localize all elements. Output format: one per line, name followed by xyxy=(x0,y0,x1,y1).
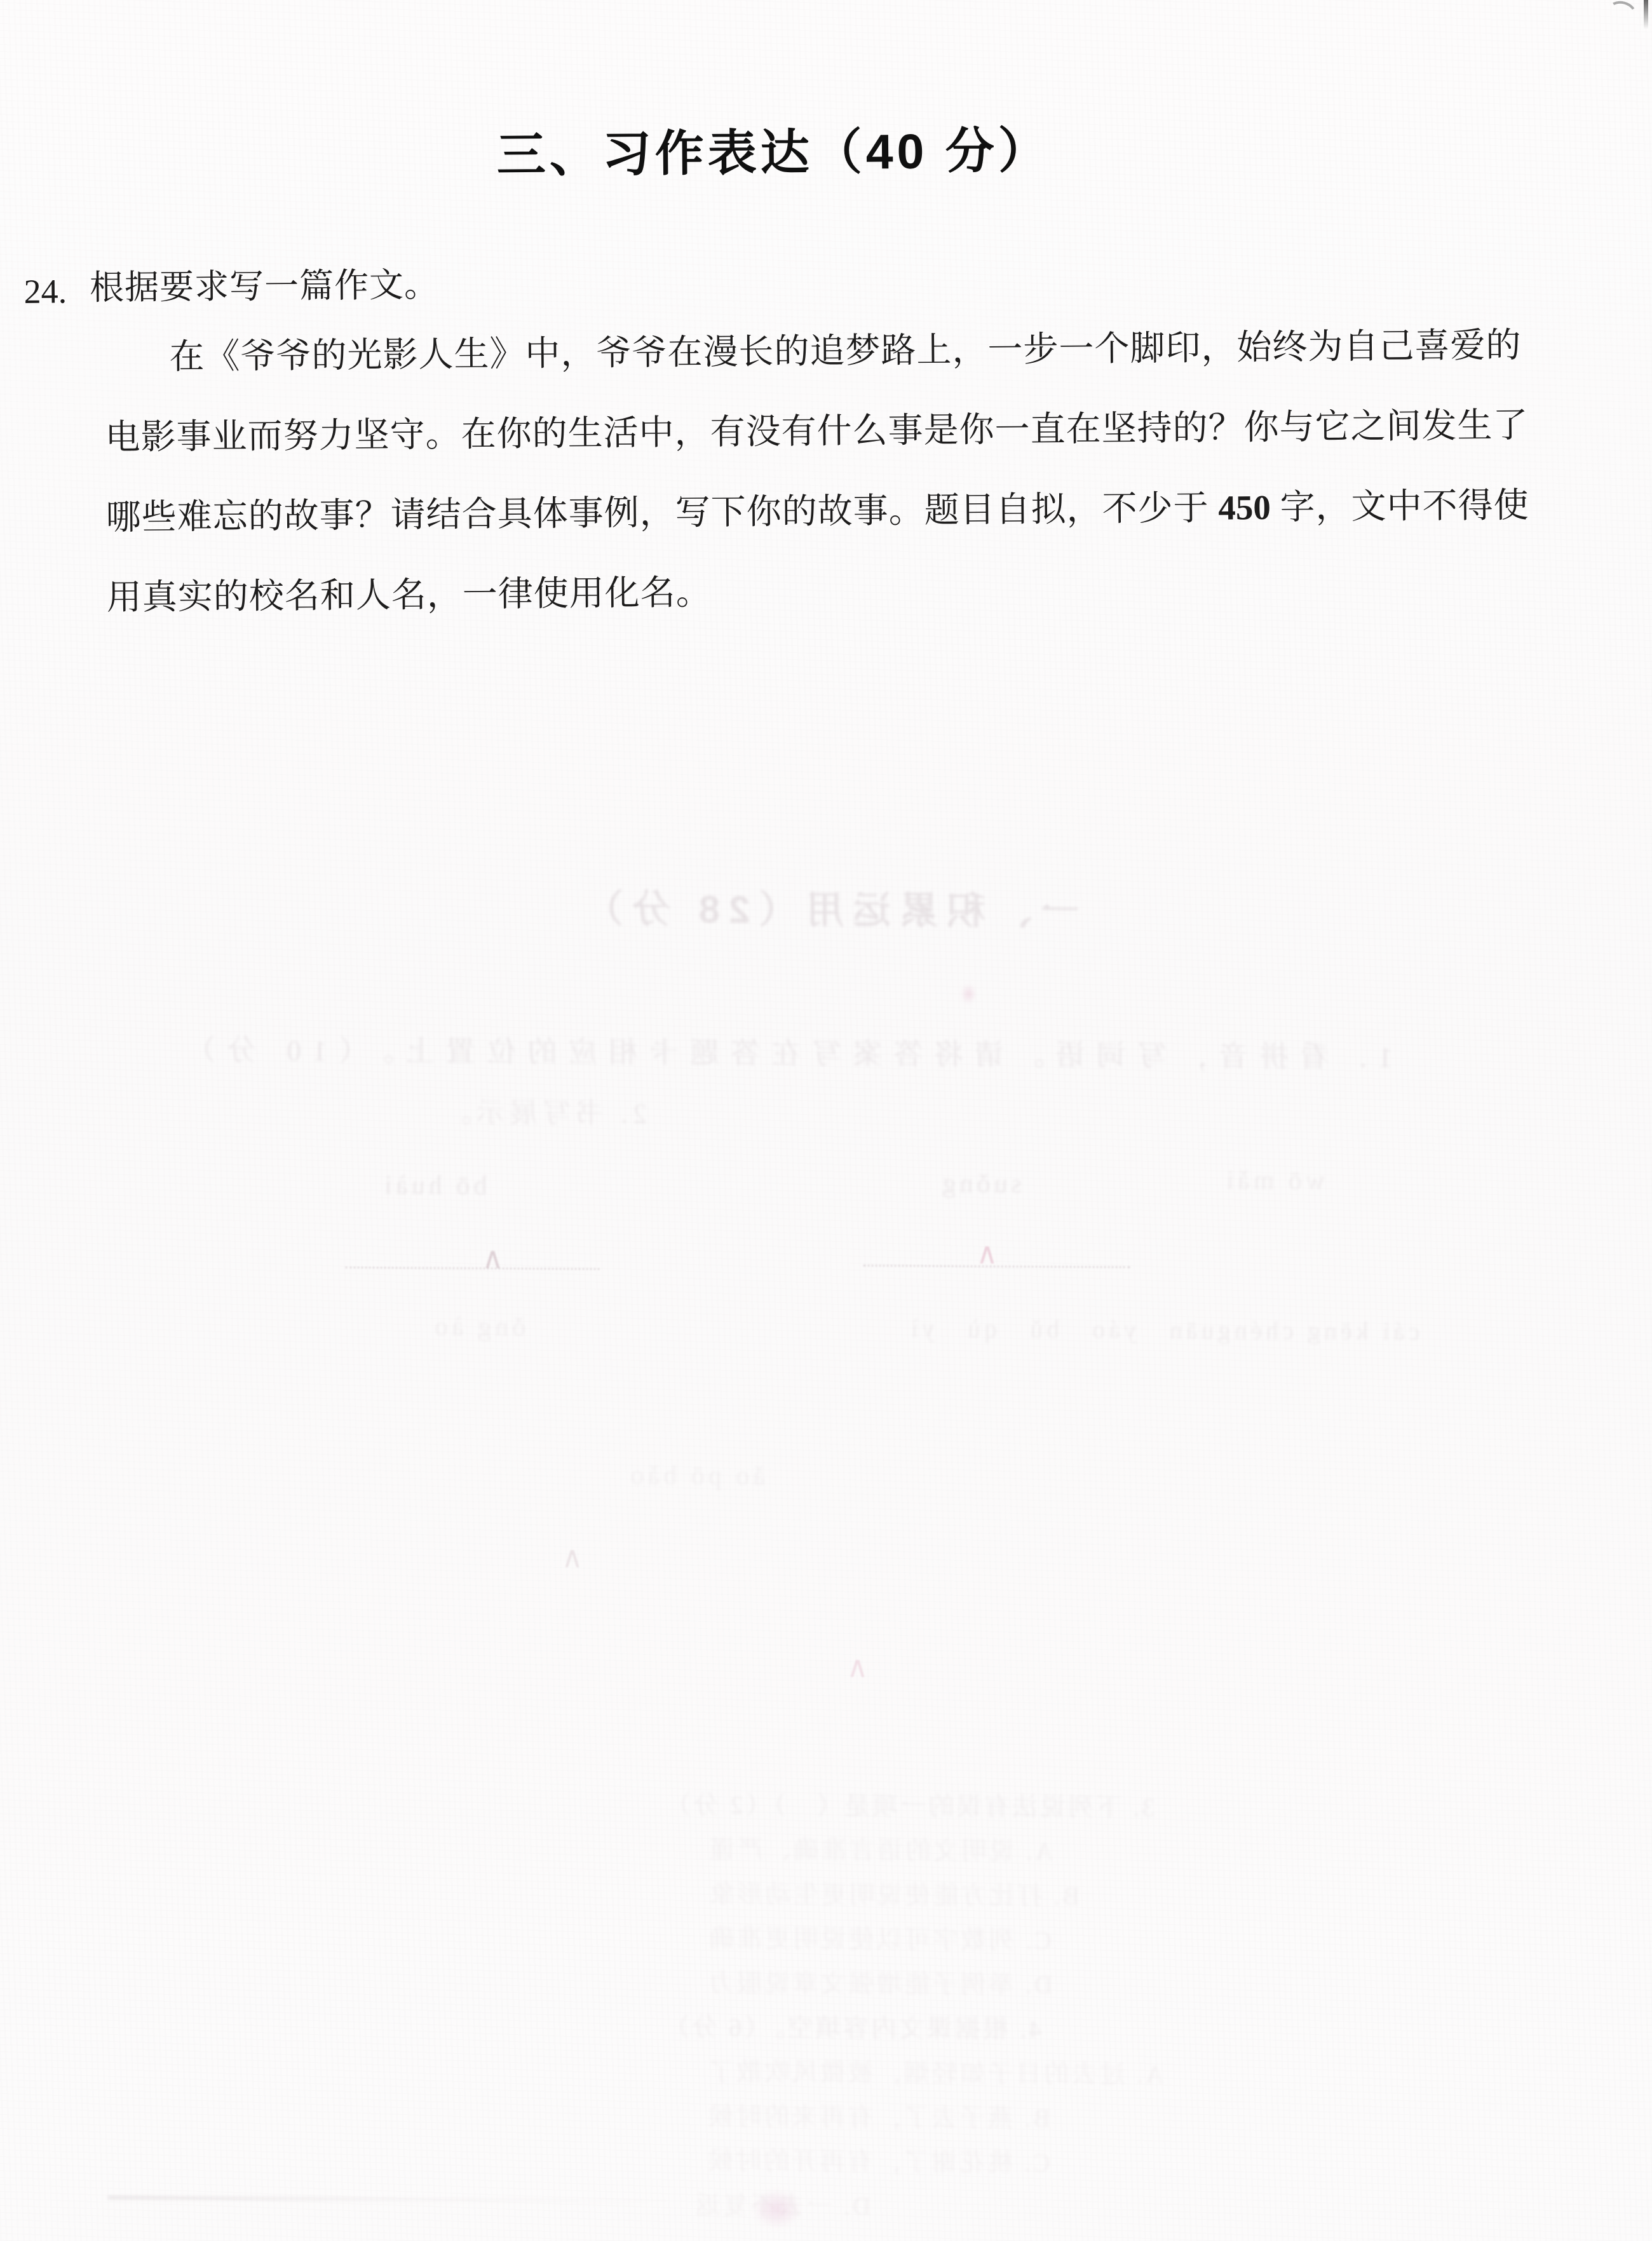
bleed-through-list-line: D. 举例子能增强文章说服力 xyxy=(706,1968,1053,2000)
bleed-through-list-line: A. 过去的日子如轻烟，被微风吹散了 xyxy=(705,2057,1164,2089)
bleed-through-list-line: 4. 根据课文内容填空。（6 分） xyxy=(661,2012,1042,2044)
bleed-through-line: 1. 看拼音，写词语。请将答案写在答题卡相应的位置上。（10 分） xyxy=(175,1033,1393,1074)
bleed-through-list-line: 3. 下列说法有误的一项是（ ）（2 分） xyxy=(663,1790,1155,1822)
bleed-through-pinyin: cái kēng chénguān yáo bǔ qù yì xyxy=(907,1313,1420,1346)
bleed-through-list-line: A. 说明文的语言准确、严谨 xyxy=(707,1834,1054,1866)
essay-prompt-line-1: 在《爷爷的光影人生》中，爷爷在漫长的追梦路上，一步一个脚印，始终为自己喜爱的 xyxy=(169,325,1522,377)
essay-line-3-text: 哪些难忘的故事？请结合具体事例，写下你的故事。题目自拟，不少于 xyxy=(105,488,1219,537)
bleed-through-pinyin: ǎo pō bǎo xyxy=(626,1461,766,1491)
word-count-minimum: 450 xyxy=(1218,487,1271,527)
scan-edge-shadow xyxy=(1644,0,1648,29)
bleed-through-caret: ∧ xyxy=(846,1651,869,1684)
bleed-through-list-line: C. 桃花谢了，有再开的时候 xyxy=(705,2146,1050,2177)
bleed-through-pinyin: ǒng ào xyxy=(430,1312,526,1343)
bleed-through-caret: ∧ xyxy=(482,1242,504,1275)
bleed-through-caret: ∧ xyxy=(976,1237,998,1270)
bleed-through-caret: ∧ xyxy=(561,1541,583,1574)
section-title: 三、习作表达（40 分） xyxy=(496,123,1052,183)
bleed-through-line: 2. 书写展示。 xyxy=(438,1097,647,1130)
question-prompt: 根据要求写一篇作文。 xyxy=(89,266,440,308)
bleed-through-pinyin: bō huài xyxy=(381,1170,487,1201)
bleed-through-pinyin: suǒng xyxy=(938,1169,1022,1199)
bleed-through-list-line: D. 一去不复返 xyxy=(692,2190,871,2221)
question-number: 24. xyxy=(24,272,67,311)
bleed-through-list-line: C. 列数字可以使说明更准确 xyxy=(706,1923,1052,1955)
bleed-through-heading: 一、积累运用（28 分） xyxy=(576,887,1080,933)
question-line xyxy=(24,257,439,310)
essay-prompt-line-3 xyxy=(105,477,1529,539)
bleed-through-list-line: B. 打比方能使说明更生动形象 xyxy=(707,1879,1080,1911)
essay-prompt-line-4: 用真实的校名和人名，一律使用化名。 xyxy=(106,572,712,617)
essay-line-3-text: 字，文中不得使 xyxy=(1270,485,1529,527)
bleed-through-list-line: B. 燕子去了，有再来的时候 xyxy=(705,2101,1051,2133)
bleed-through-pinyin: wō mǎi xyxy=(1222,1165,1325,1196)
essay-prompt-line-2: 电影事业而努力坚守。在你的生活中，有没有什么事是你一直在坚持的？你与它之间发生了 xyxy=(105,405,1529,457)
